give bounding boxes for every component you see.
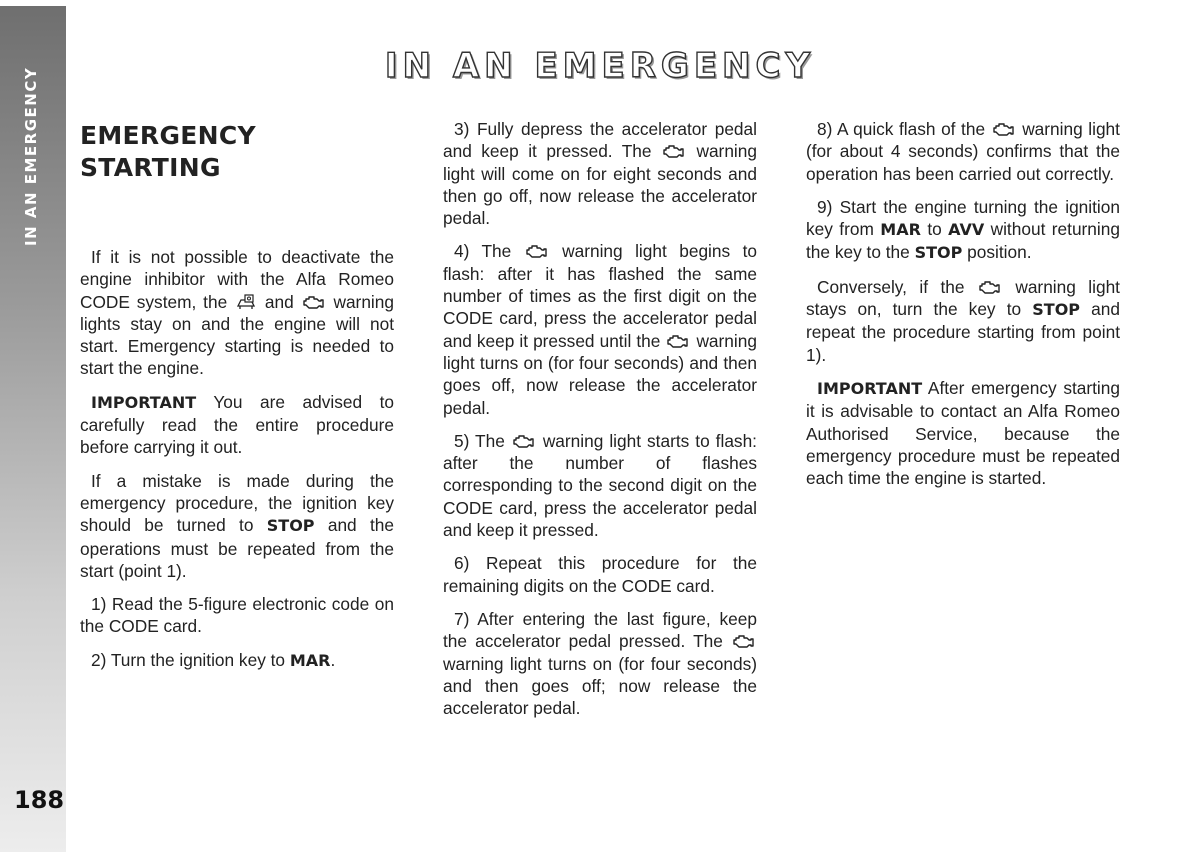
- paragraph: 2) Turn the ignition key to MAR.: [91, 649, 336, 670]
- paragraph: If it is not possible to deactivate the engine inhibitor with the Alfa Romeo CODE system, the and warning lights stay on and the engine will not start. Emergency starting is needed to start the engine.: [80, 247, 394, 379]
- paragraph: IMPORTANT You are advised to carefully read the entire procedure before carrying it out.: [80, 391, 394, 458]
- paragraph: 6) Repeat this procedure for the remaining digits on the CODE card.: [443, 553, 757, 596]
- paragraph: 1) Read the 5-figure electronic code on the CODE card.: [80, 594, 394, 637]
- paragraph: 4) The warning light begins to flash: after it has flashed the same number of times as the first digit on the CODE card, press the accelerator pedal and keep it pressed until the warning light turns on (for four seconds) and then goes off, now release the accelerator pedal.: [443, 241, 757, 418]
- engine-warning-icon: [666, 333, 690, 349]
- paragraph: 9) Start the engine turning the ignition key from MAR to AVV without returning the key to the STOP position.: [806, 196, 1120, 263]
- column-3: [806, 118, 1120, 500]
- page-number: 188: [14, 786, 65, 814]
- engine-warning-icon: [992, 121, 1016, 137]
- engine-warning-icon: [525, 243, 549, 259]
- section-heading-line-1: EMERGENCY: [80, 121, 256, 150]
- paragraph: 3) Fully depress the accelerator pedal and keep it pressed. The warning light will come on for eight seconds and then go off, now release the accelerator pedal.: [443, 119, 757, 229]
- engine-warning-icon: [302, 294, 326, 310]
- section-tab-label: IN AN EMERGENCY: [22, 66, 40, 246]
- page-title: IN AN EMERGENCY: [384, 46, 816, 86]
- paragraph: 5) The warning light starts to flash: after the number of flashes corresponding to the second digit on the CODE card, press the accelerator pedal and keep it pressed.: [443, 430, 757, 541]
- immobilizer-icon: [235, 294, 257, 310]
- engine-warning-icon: [512, 433, 536, 449]
- paragraph: IMPORTANT After emergency starting it is advisable to contact an Alfa Romeo Authorised Service, because the emergency procedure must be repeated each time the engine is started.: [806, 377, 1120, 489]
- column-2: [443, 118, 757, 730]
- paragraph: 8) A quick flash of the warning light (for about 4 seconds) confirms that the operation has been carried out correctly.: [806, 119, 1120, 184]
- engine-warning-icon: [978, 279, 1002, 295]
- column-1: [80, 118, 394, 683]
- section-heading-line-2: STARTING: [80, 153, 221, 182]
- paragraph: 7) After entering the last figure, keep the accelerator pedal pressed. The warning light turns on (for four seconds) and then goes off; now release the accelerator pedal.: [443, 608, 757, 719]
- paragraph: Conversely, if the warning light stays on, turn the key to STOP and repeat the procedure starting from point 1).: [806, 276, 1120, 365]
- engine-warning-icon: [662, 143, 686, 159]
- important-label: IMPORTANT: [817, 378, 923, 398]
- section-heading: [80, 118, 394, 184]
- engine-warning-icon: [732, 633, 756, 649]
- paragraph: If a mistake is made during the emergency procedure, the ignition key should be turned to STOP and the operations must be repeated from the start (point 1).: [80, 470, 394, 581]
- important-label: IMPORTANT: [91, 392, 197, 412]
